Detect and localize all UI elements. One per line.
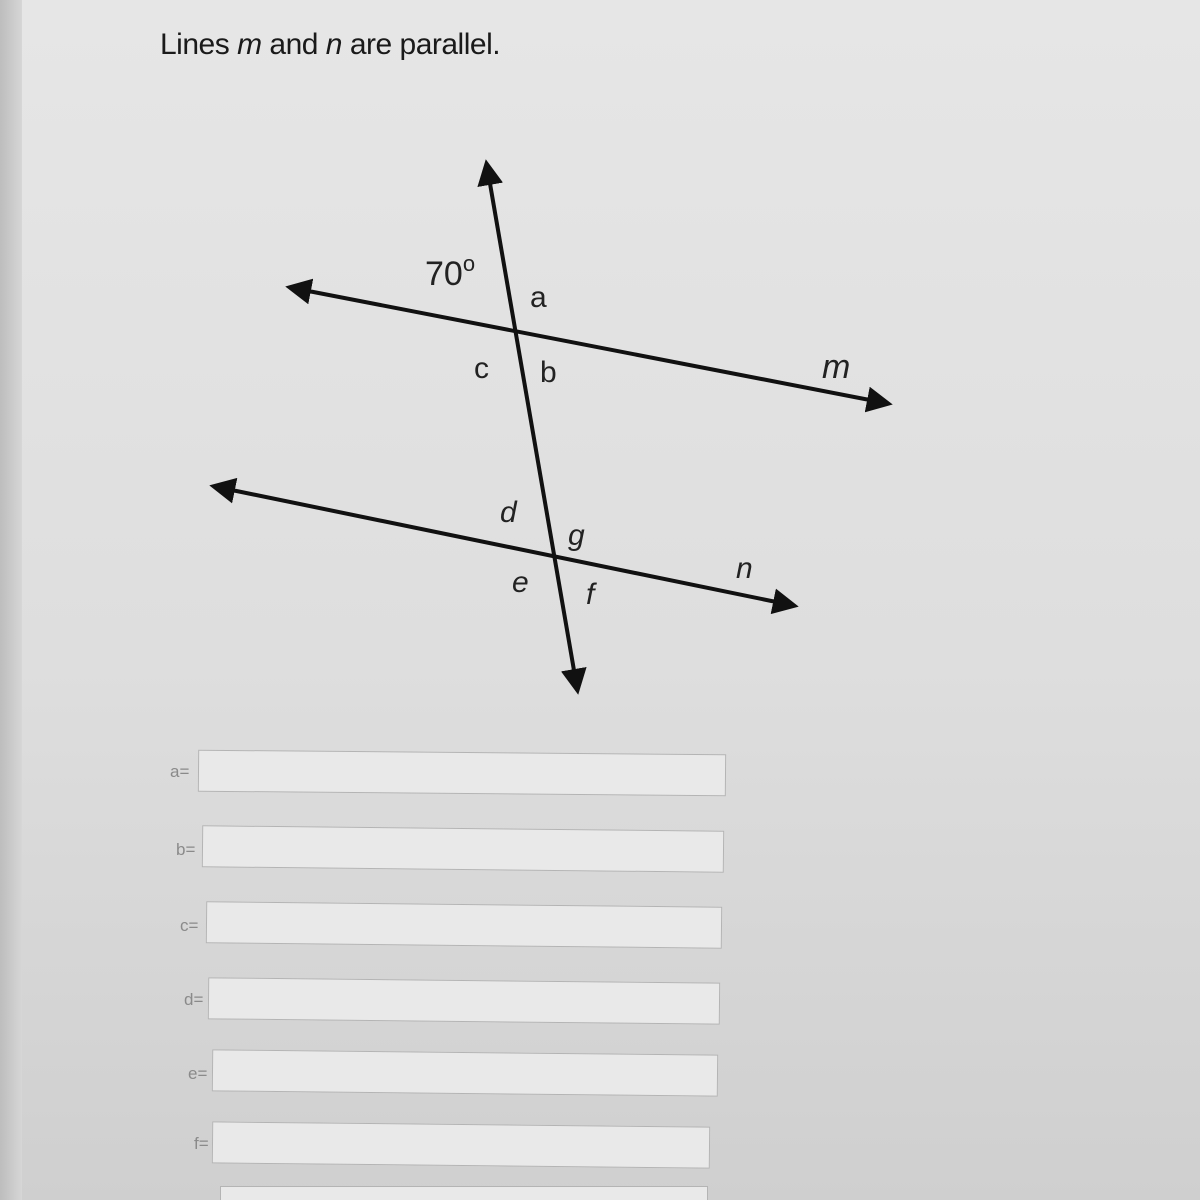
answer-d-input[interactable] [208, 977, 720, 1024]
line-label-n: n [736, 552, 753, 585]
angle-label-f: f [586, 578, 595, 611]
answer-e-input[interactable] [212, 1049, 718, 1096]
answer-b-label: b= [176, 840, 196, 859]
answer-c-label: c= [180, 916, 199, 935]
angle-label-d: d [500, 496, 517, 529]
angle-label-g: g [568, 519, 585, 552]
angle-label-c: c [474, 352, 489, 385]
answer-g-input-partial[interactable] [220, 1186, 708, 1200]
transversal-line [488, 172, 576, 682]
answer-b-input[interactable] [202, 825, 724, 872]
answer-f-label: f= [194, 1134, 209, 1153]
answer-a-label: a= [170, 762, 190, 781]
problem-text-part1: Lines [160, 28, 238, 61]
answer-e-label: e= [188, 1064, 208, 1083]
problem-text-part2: and [261, 28, 326, 61]
given-angle-label: 70$^o$ [425, 251, 476, 293]
answer-a-input[interactable] [198, 750, 726, 797]
angle-label-a: a [530, 281, 547, 314]
answer-c-input[interactable] [206, 901, 722, 948]
line-label-m: m [822, 348, 851, 386]
angle-label-b: b [540, 356, 557, 389]
angle-label-e: e [512, 566, 529, 599]
problem-text-part3: are parallel. [341, 28, 501, 61]
line-m [298, 289, 880, 402]
answer-f-input[interactable] [212, 1121, 710, 1168]
answer-d-label: d= [184, 990, 204, 1009]
line-n-variable: n [325, 28, 342, 61]
line-m-variable: m [237, 28, 262, 61]
